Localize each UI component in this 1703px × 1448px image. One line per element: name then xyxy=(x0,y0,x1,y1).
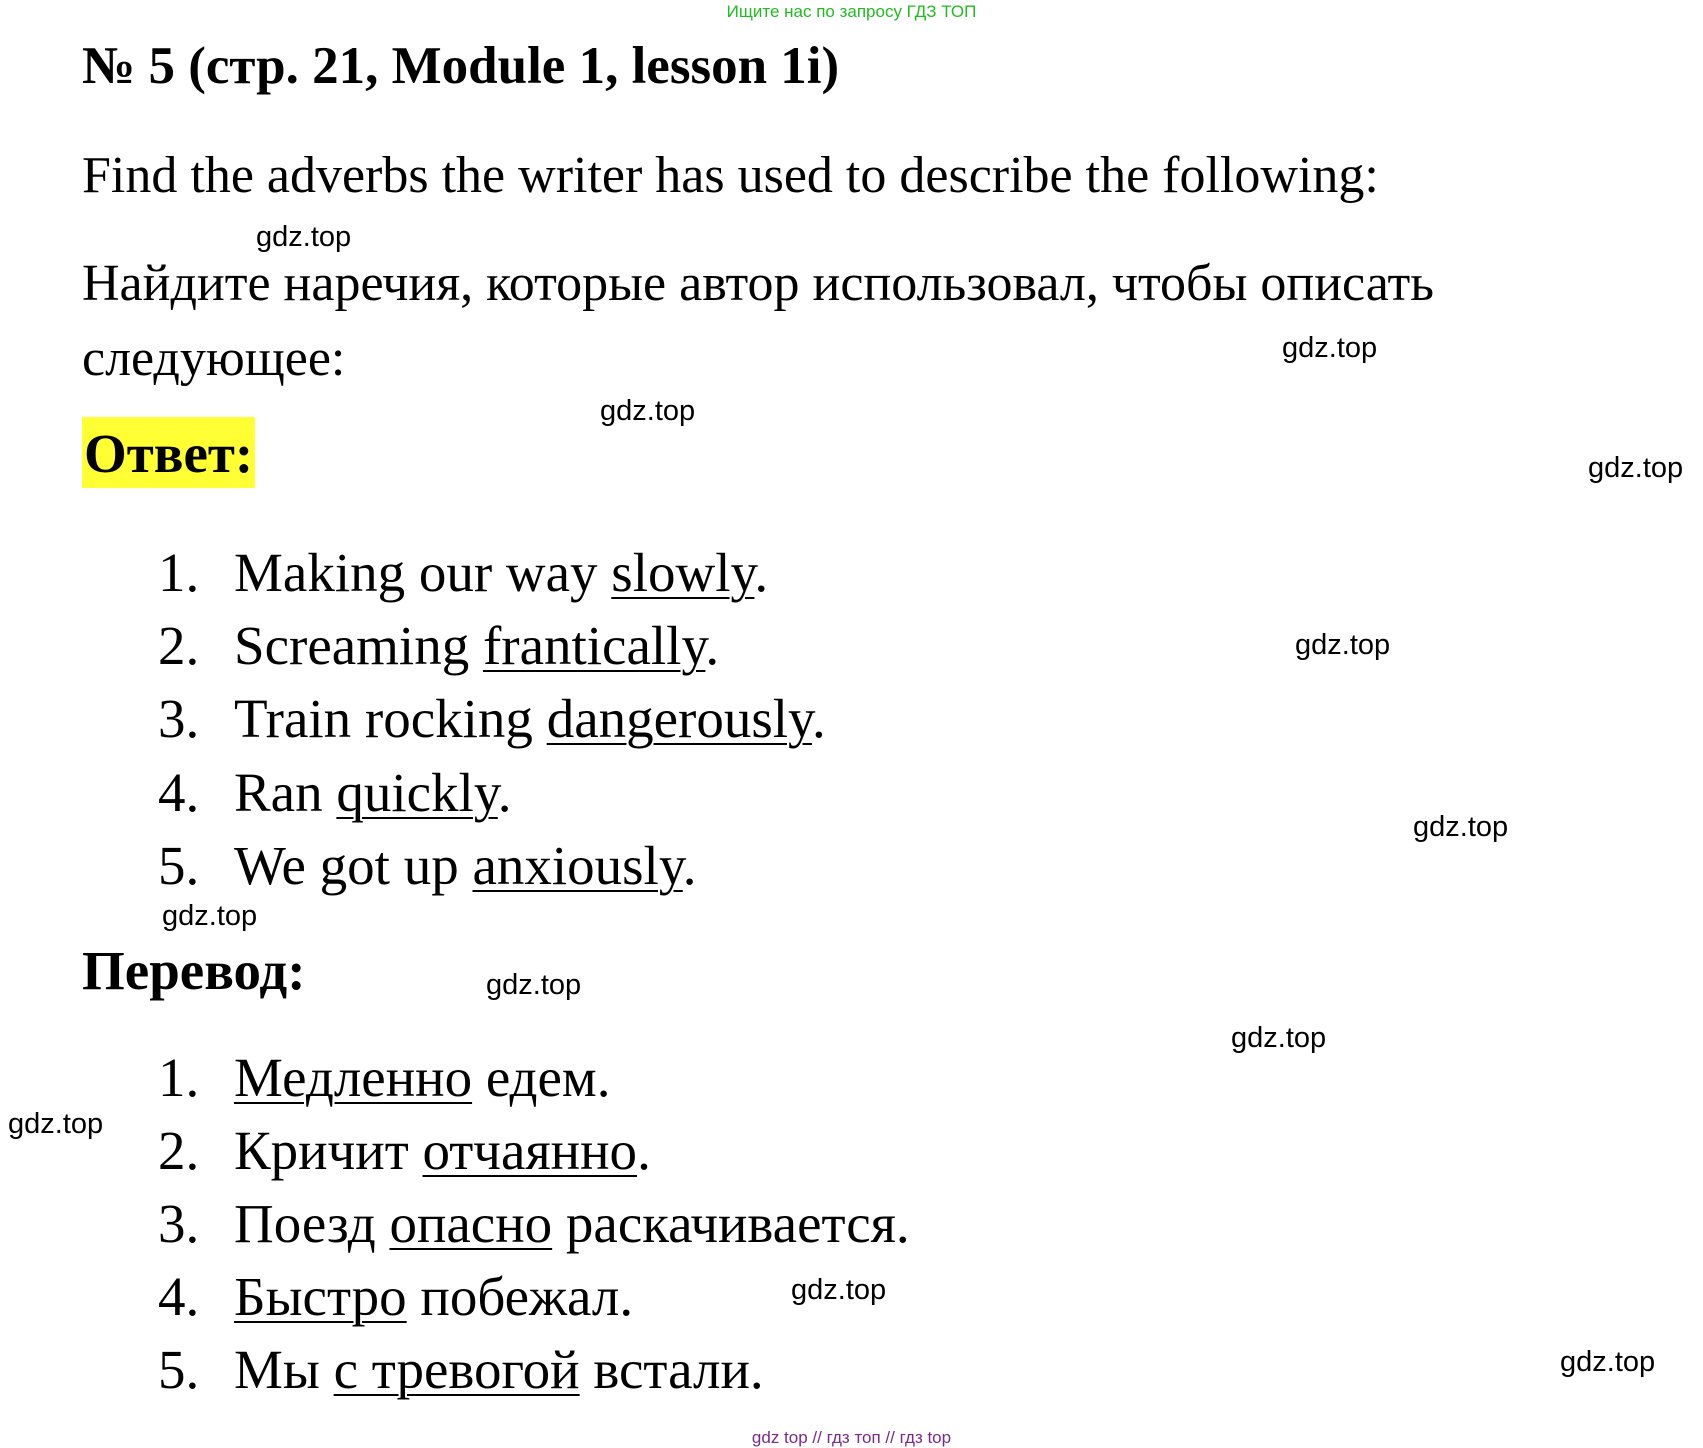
answer-number: 5. xyxy=(158,835,200,896)
translation-adverb: отчаянно xyxy=(422,1120,638,1181)
watermark: gdz.top xyxy=(1295,629,1391,661)
answer-adverb: frantically xyxy=(482,615,706,676)
answer-item-5 xyxy=(158,835,697,896)
translation-rest: встали. xyxy=(579,1339,764,1400)
answer-label: Ответ: xyxy=(82,417,255,488)
answer-item-3 xyxy=(158,688,826,749)
translation-number: 1. xyxy=(158,1047,200,1108)
translation-item-2 xyxy=(158,1120,651,1181)
answer-adverb: dangerously xyxy=(546,688,812,749)
translation-item-3 xyxy=(158,1193,910,1254)
instruction-russian-line1: Найдите наречия, которые автор использовал, чтобы описать xyxy=(82,255,1434,312)
answer-adverb: slowly xyxy=(611,542,755,603)
watermark: gdz.top xyxy=(162,900,258,932)
answer-number: 1. xyxy=(158,542,200,603)
page-title: № 5 (стр. 21, Module 1, lesson 1i) xyxy=(82,37,840,95)
answer-item-1 xyxy=(158,542,769,603)
translation-adverb: Медленно xyxy=(234,1047,473,1108)
translation-rest: побежал. xyxy=(406,1266,634,1327)
watermark: gdz.top xyxy=(1560,1346,1656,1378)
translation-adverb: с тревогой xyxy=(333,1339,580,1400)
answer-number: 4. xyxy=(158,762,200,823)
translation-number: 2. xyxy=(158,1120,200,1181)
translation-text: Поезд xyxy=(234,1193,390,1254)
answer-adverb: anxiously xyxy=(472,835,683,896)
watermark: gdz.top xyxy=(1231,1022,1327,1054)
answer-number: 2. xyxy=(158,615,200,676)
watermark: gdz.top xyxy=(1588,452,1684,484)
watermark: gdz.top xyxy=(256,221,352,253)
answer-item-4 xyxy=(158,762,512,823)
answer-punct: . xyxy=(497,762,512,823)
answer-punct: . xyxy=(811,688,826,749)
translation-adverb: опасно xyxy=(389,1193,553,1254)
top-search-hint: Ищите нас по запросу ГДЗ ТОП xyxy=(726,2,977,21)
answer-text: Train rocking xyxy=(234,688,547,749)
answer-punct: . xyxy=(705,615,720,676)
translation-number: 5. xyxy=(158,1339,200,1400)
answer-text: Ran xyxy=(234,762,337,823)
answer-heading xyxy=(82,423,255,484)
translation-rest: . xyxy=(637,1120,651,1181)
translation-number: 3. xyxy=(158,1193,200,1254)
answer-text: Making our way xyxy=(234,542,612,603)
translation-text: Мы xyxy=(234,1339,334,1400)
answer-punct: . xyxy=(754,542,769,603)
answer-punct: . xyxy=(682,835,697,896)
answer-text: We got up xyxy=(234,835,473,896)
watermark: gdz.top xyxy=(486,969,582,1001)
watermark: gdz.top xyxy=(791,1274,887,1306)
answer-item-2 xyxy=(158,615,720,676)
watermark: gdz.top xyxy=(1413,811,1509,843)
answer-text: Screaming xyxy=(234,615,483,676)
watermark: gdz.top xyxy=(1282,332,1378,364)
translation-text: Кричит xyxy=(234,1120,423,1181)
translation-heading: Перевод: xyxy=(82,940,306,1001)
translation-rest: едем. xyxy=(472,1047,611,1108)
translation-rest: раскачивается. xyxy=(552,1193,910,1254)
translation-item-5 xyxy=(158,1339,764,1400)
watermark: gdz.top xyxy=(8,1108,104,1140)
footer-watermark: gdz top // гдз топ // гдз top xyxy=(751,1428,952,1447)
translation-adverb: Быстро xyxy=(234,1266,407,1327)
translation-item-1 xyxy=(158,1047,611,1108)
instruction-english: Find the adverbs the writer has used to describe the following: xyxy=(82,147,1379,204)
translation-number: 4. xyxy=(158,1266,200,1327)
answer-number: 3. xyxy=(158,688,200,749)
instruction-russian-line2: следующее: xyxy=(82,330,346,387)
watermark: gdz.top xyxy=(600,395,696,427)
translation-item-4 xyxy=(158,1266,634,1327)
answer-adverb: quickly xyxy=(336,762,498,823)
